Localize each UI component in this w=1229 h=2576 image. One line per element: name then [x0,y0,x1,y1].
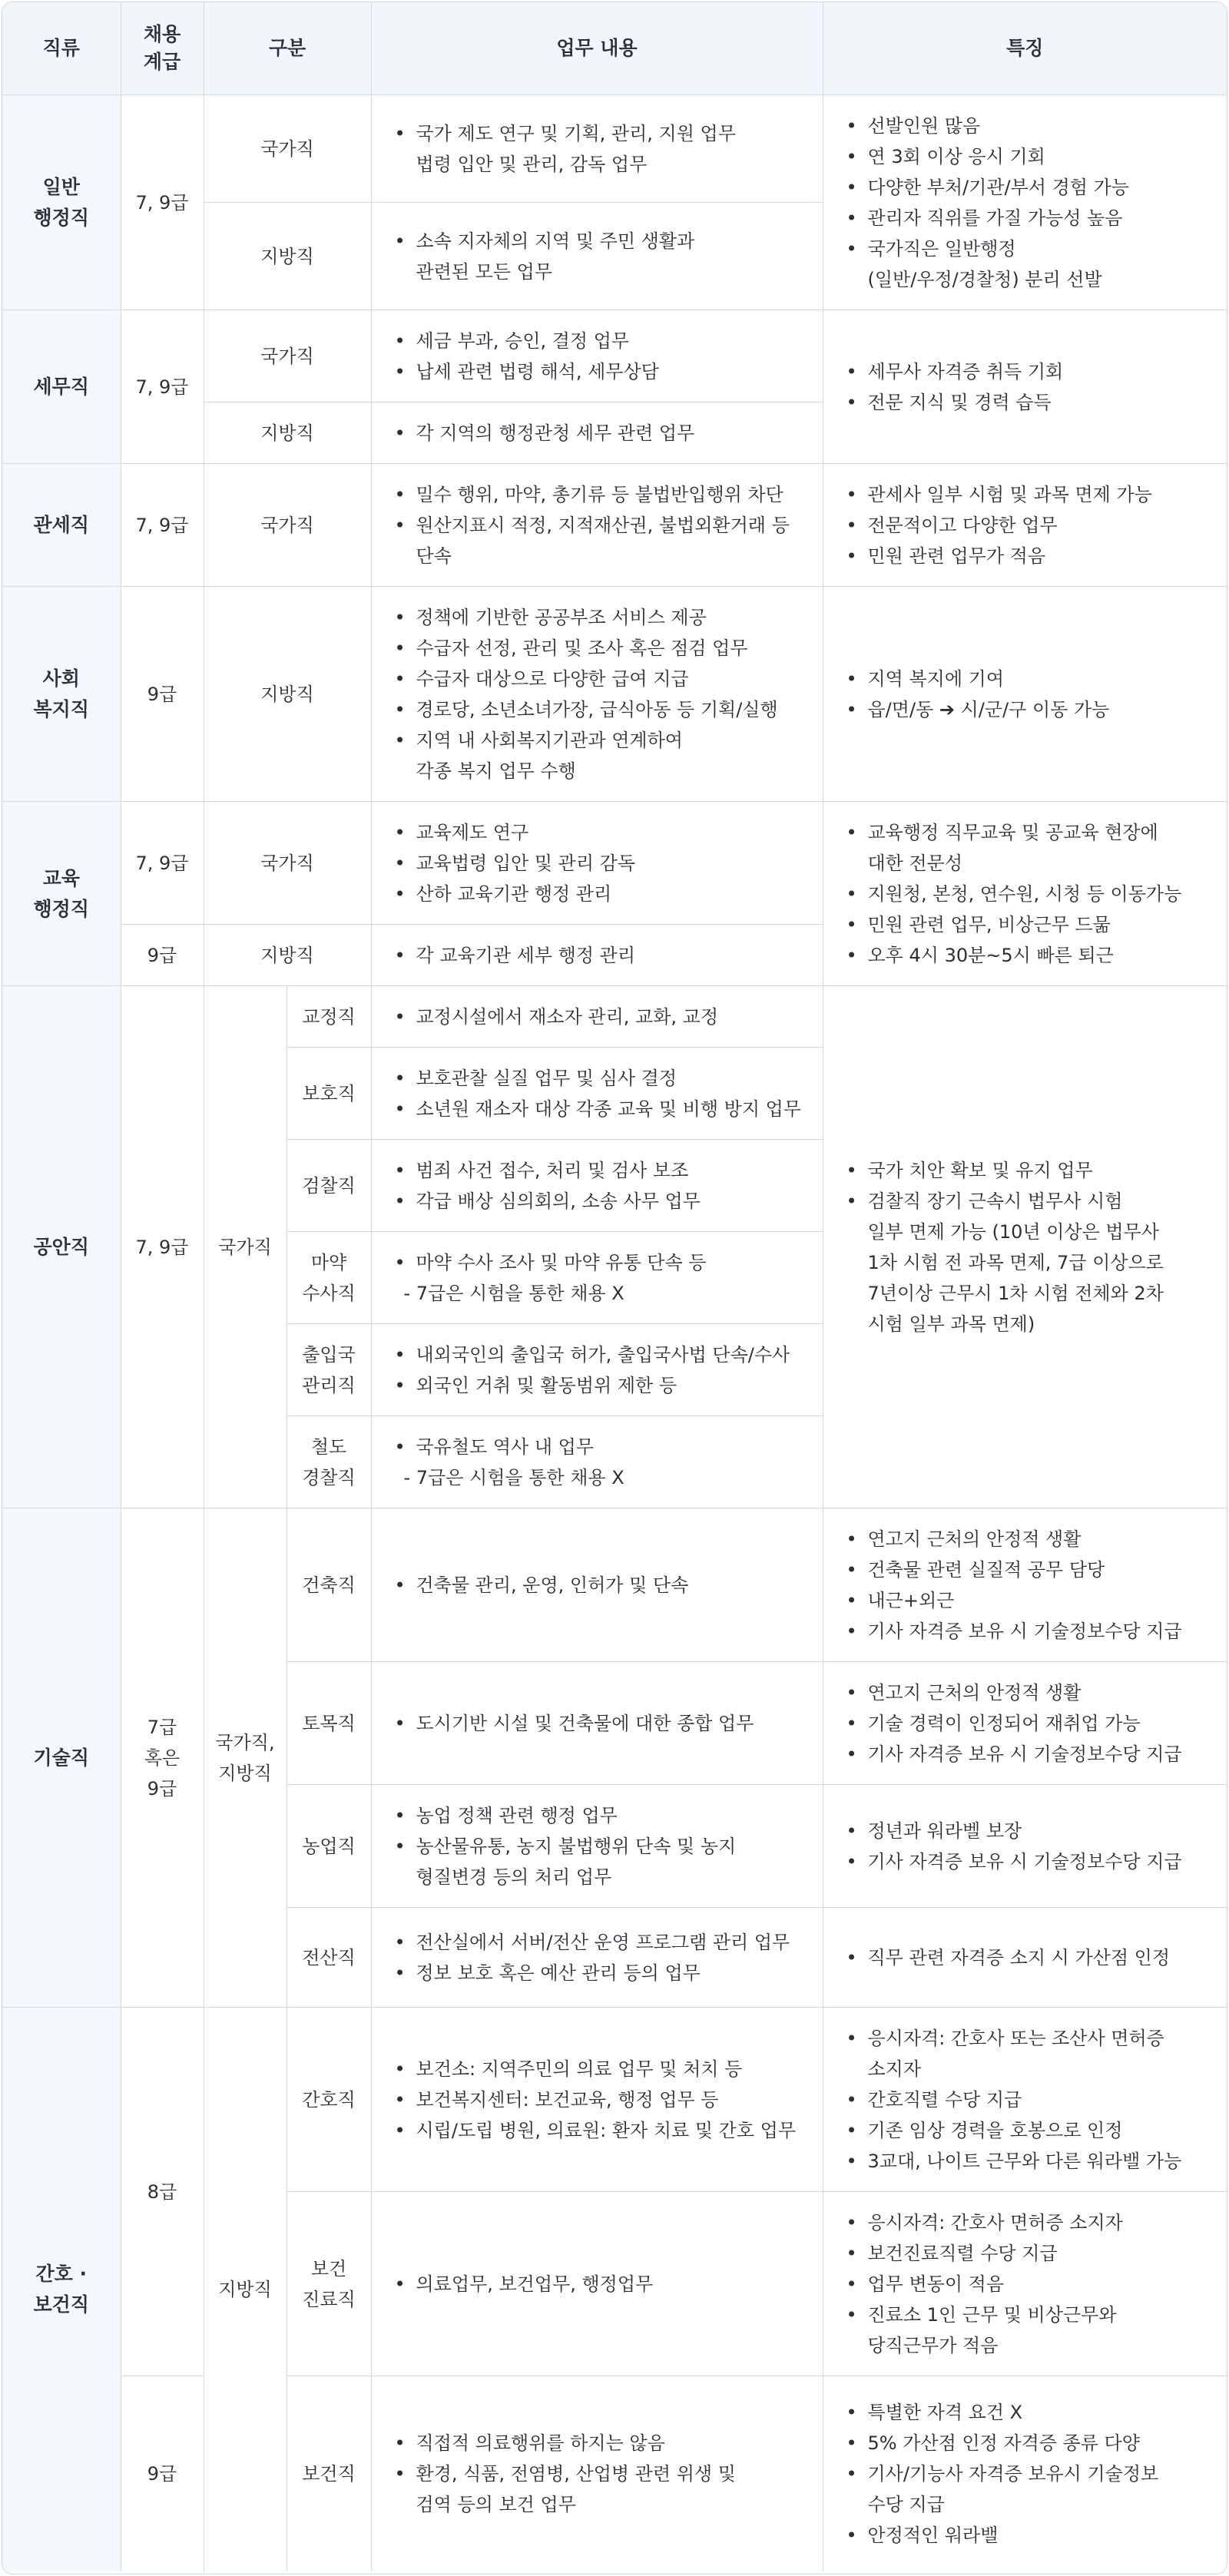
features-cell [823,1908,1227,2008]
subdivision-cell-text: 출입국 관리직 [302,1343,356,1396]
grade-cell [121,2008,204,2376]
list-item: • 각 교육기관 세부 행정 관리 [395,940,823,971]
list-item: • 업무 변동이 적음 [846,2269,1227,2300]
duties-cell [371,1662,823,1785]
features-cell-list [823,479,1227,571]
subdivision-cell-text: 검찰직 [302,1174,356,1197]
division-cell-text: 지방직 [218,2278,272,2300]
duties-cell [371,310,823,402]
civil-service-job-table [2,2,1227,2571]
duties-cell-list [372,1927,823,1988]
list-item: • 보건진료직렬 수당 지급 [846,2238,1227,2269]
subdivision-cell-text: 철도 경찰직 [302,1435,356,1488]
features-cell-list [823,1942,1227,1973]
subdivision-cell [287,1785,371,1908]
division-cell [204,925,371,986]
list-item: • 읍/면/동 ➔ 시/군/구 이동 가능 [846,694,1227,725]
category-tech-text: 기술직 [33,1746,89,1769]
list-item: • 세금 부과, 승인, 결정 업무 [395,326,823,356]
job-table-container [2,2,1227,2574]
list-item: • 교정시설에서 재소자 관리, 교화, 교정 [395,1002,823,1032]
row-health-sub [2,2008,1227,2192]
list-item: • 기사/기능사 자격증 보유시 기술정보 수당 지급 [846,2458,1227,2520]
list-note: - 7급은 시험을 통한 채용 X [403,1466,624,1488]
list-item: • 국가직은 일반행정 (일반/우정/경찰청) 분리 선발 [846,233,1227,295]
category-general [2,95,121,310]
category-education [2,802,121,986]
division-cell-text: 지방직 [260,245,314,267]
list-item: • 교육법령 입안 및 관리 감독 [395,848,823,879]
duties-cell-list [372,1339,823,1401]
list-item: • 보건복지센터: 보건교육, 행정 업무 등 [395,2084,823,2115]
duties-cell-list [372,118,823,180]
features-cell-list [823,2397,1227,2551]
subdivision-cell [287,986,371,1048]
subdivision-cell-text: 건축직 [302,1574,356,1596]
grade-cell [121,986,204,1508]
header-row [2,2,1227,95]
features-cell-list [823,1155,1227,1339]
list-item: • 연 3회 이상 응시 기회 [846,141,1227,172]
list-item: • 국가 제도 연구 및 기획, 관리, 지원 업무 법령 입안 및 관리, 감독 업무 [395,118,823,180]
grade-cell [121,925,204,986]
grade-cell-text: 7급 혹은 9급 [144,1716,181,1800]
features-cell-list [823,2207,1227,2361]
features-cell [823,1662,1227,1785]
list-item: • 직접적 의료행위를 하지는 않음 [395,2428,823,2458]
list-item: • 지원청, 본청, 연수원, 시청 등 이동가능 [846,879,1227,909]
list-item: • 국가 치안 확보 및 유지 업무 [846,1155,1227,1186]
subdivision-cell-text: 농업직 [302,1835,356,1857]
duties-cell [371,1908,823,2008]
list-item: • 전문적이고 다양한 업무 [846,510,1227,541]
features-cell [823,1785,1227,1908]
list-item: • 산하 교육기관 행정 관리 [395,879,823,909]
category-health-text: 간호 · 보건직 [33,2262,89,2316]
duties-cell [371,1232,823,1324]
duties-cell-list [372,2428,823,2520]
list-item: • 안정적인 워라밸 [846,2520,1227,2551]
duties-cell [371,2192,823,2376]
list-item: • 특별한 자격 요건 X [846,2397,1227,2428]
division-cell-text: 국가직 [260,514,314,536]
list-item: • 기사 자격증 보유 시 기술정보수당 지급 [846,1846,1227,1877]
division-cell [204,95,371,203]
features-cell [823,587,1227,802]
list-item: • 기사 자격증 보유 시 기술정보수당 지급 [846,1616,1227,1647]
list-item: • 전산실에서 서버/전산 운영 프로그램 관리 업무 [395,1927,823,1958]
subdivision-cell-text: 보건 진료직 [302,2257,356,2310]
duties-cell-list [372,817,823,909]
list-item: • 선발인원 많음 [846,111,1227,141]
duties-cell [371,2376,823,2571]
list-item: • 정책에 기반한 공공부조 서비스 제공 [395,602,823,633]
subdivision-cell [287,1508,371,1662]
features-cell [823,464,1227,587]
duties-cell-list [372,1155,823,1217]
list-item: • 민원 관련 업무, 비상근무 드묾 [846,909,1227,940]
grade-cell-text: 9급 [147,944,177,966]
subdivision-cell-text: 마약 수사직 [302,1251,356,1304]
duties-cell [371,95,823,203]
duties-cell-list [372,1002,823,1032]
duties-cell [371,1048,823,1140]
duties-cell [371,1416,823,1508]
list-item: • 농업 정책 관련 행정 업무 [395,1800,823,1831]
grade-cell-text: 7, 9급 [135,514,189,536]
list-item: • 건축물 관련 실질적 공무 담당 [846,1555,1227,1585]
features-cell [823,2008,1227,2192]
list-note: - 7급은 시험을 통한 채용 X [403,1282,624,1304]
subdivision-cell [287,1662,371,1785]
list-item: • 정년과 워라벨 보장 [846,1816,1227,1846]
list-item: • 소년원 재소자 대상 각종 교육 및 비행 방지 업무 [395,1094,823,1124]
list-item: • 다양한 부처/기관/부서 경험 가능 [846,172,1227,203]
category-customs [2,464,121,587]
grade-cell-text: 7, 9급 [135,191,189,214]
features-cell [823,95,1227,310]
header-grade: 채용 계급 [121,2,204,95]
grade-cell-text: 7, 9급 [135,1236,189,1258]
duties-cell-list [372,226,823,287]
grade-cell [121,95,204,310]
row-tech-sub [2,1508,1227,1662]
grade-cell [121,587,204,802]
division-cell [204,1508,287,2008]
duties-cell-list [372,418,823,449]
list-item: • 경로당, 소년소녀가장, 급식아동 등 기획/실행 [395,694,823,725]
features-cell-list [823,1677,1227,1770]
list-item: • 지역 내 사회복지기관과 연계하여 각종 복지 업무 수행 [395,725,823,786]
category-health [2,2008,121,2571]
list-item: • 환경, 식품, 전염병, 산업병 관련 위생 및 검역 등의 보건 업무 [395,2458,823,2520]
row-tax-national [2,310,1227,402]
list-item: • 납세 관련 법령 해석, 세무상담 [395,356,823,387]
list-item: • 교육행정 직무교육 및 공교육 현장에 대한 전문성 [846,817,1227,879]
subdivision-cell-text: 토목직 [302,1712,356,1734]
features-cell-list [823,2023,1227,2177]
list-item: • 간호직렬 수당 지급 [846,2084,1227,2115]
features-cell-list [823,817,1227,971]
duties-cell-list [372,1063,823,1124]
grade-cell [121,1508,204,2008]
duties-cell-list [372,1800,823,1892]
features-cell [823,1508,1227,1662]
list-item: • 민원 관련 업무가 적음 [846,541,1227,571]
grade-cell [121,2376,204,2571]
duties-cell [371,587,823,802]
duties-cell [371,802,823,925]
list-item: • 지역 복지에 기여 [846,664,1227,694]
row-health-sub [2,2376,1227,2571]
subdivision-cell-text: 전산직 [302,1946,356,1968]
category-tax-text: 세무직 [33,375,89,398]
duties-cell [371,986,823,1048]
list-item: • 관리자 직위를 가질 가능성 높음 [846,203,1227,233]
features-cell-list [823,111,1227,295]
subdivision-cell [287,2192,371,2376]
subdivision-cell [287,1908,371,2008]
list-item: • 검찰직 장기 근속시 법무사 시험 일부 면제 가능 (10년 이상은 법무사 1차 시험 전 과목 면제, 7급 이상으로 7년이상 근무시 1차 시험 전체와 2차 시험 일부 과목 면제) [846,1186,1227,1339]
subdivision-cell [287,1324,371,1416]
list-item: • 내외국인의 출입국 허가, 출입국사법 단속/수사 [395,1339,823,1370]
grade-cell-text: 9급 [147,683,177,705]
features-cell [823,986,1227,1508]
duties-cell [371,464,823,587]
duties-cell [371,1140,823,1232]
list-item: • 응시자격: 간호사 또는 조산사 면허증 소지자 [846,2023,1227,2084]
features-cell [823,2376,1227,2571]
grade-cell-text: 8급 [147,2180,177,2203]
duties-cell-list [372,2054,823,2146]
header-division: 구분 [204,2,371,95]
duties-cell-list [372,1432,823,1493]
row-general-national [2,95,1227,203]
subdivision-cell [287,2376,371,2571]
list-item: • 기존 임상 경력을 호봉으로 인정 [846,2115,1227,2146]
duties-cell [371,203,823,310]
list-item: • 밀수 행위, 마약, 총기류 등 불법반입행위 차단 [395,479,823,510]
list-item: • 교육제도 연구 [395,817,823,848]
division-cell [204,587,371,802]
list-item: • 각급 배상 심의회의, 소송 사무 업무 [395,1186,823,1217]
division-cell [204,402,371,464]
list-item: • 원산지표시 적정, 지적재산권, 불법외환거래 등 단속 [395,510,823,571]
list-item: • 수급자 선정, 관리 및 조사 혹은 점검 업무 [395,633,823,664]
features-cell-list [823,664,1227,725]
category-education-text: 교육 행정직 [33,866,89,920]
list-item: • 응시자격: 간호사 면허증 소지자 [846,2207,1227,2238]
division-cell [204,802,371,925]
division-cell-text: 국가직 [260,345,314,367]
duties-cell-list [372,479,823,571]
duties-cell [371,402,823,464]
header-duties: 업무 내용 [371,2,823,95]
subdivision-cell [287,1048,371,1140]
list-item: • 진료소 1인 근무 및 비상근무와 당직근무가 적음 [846,2300,1227,2361]
list-item: • 외국인 거취 및 활동범위 제한 등 [395,1370,823,1401]
header-features: 특징 [823,2,1227,95]
division-cell-text: 국가직 [260,137,314,160]
grade-cell-text: 7, 9급 [135,376,189,398]
grade-cell-text: 9급 [147,2462,177,2485]
division-cell-text: 지방직 [260,422,314,444]
category-welfare-text: 사회 복지직 [33,667,89,720]
subdivision-cell-text: 보건직 [302,2462,356,2485]
row-welfare [2,587,1227,802]
header-job-type: 직류 [2,2,121,95]
list-item: • 기술 경력이 인정되어 재취업 가능 [846,1708,1227,1739]
list-item: • 건축물 관리, 운영, 인허가 및 단속 [395,1570,823,1601]
row-customs [2,464,1227,587]
list-item: • 범죄 사건 접수, 처리 및 검사 보조 [395,1155,823,1186]
list-item: • 의료업무, 보건업무, 행정업무 [395,2269,823,2300]
category-tech [2,1508,121,2008]
features-cell [823,802,1227,986]
list-item: • 세무사 자격증 취득 기회 [846,356,1227,387]
subdivision-cell [287,1416,371,1508]
list-item: • 연고지 근처의 안정적 생활 [846,1524,1227,1555]
subdivision-cell [287,2008,371,2192]
duties-cell [371,1508,823,1662]
features-cell-list [823,1816,1227,1877]
duties-cell [371,925,823,986]
division-cell [204,986,287,1508]
category-customs-text: 관세직 [33,513,89,536]
list-item: • 도시기반 시설 및 건축물에 대한 종합 업무 [395,1708,823,1739]
list-item: • 시립/도립 병원, 의료원: 환자 치료 및 간호 업무 [395,2115,823,2146]
duties-cell-list [372,940,823,971]
division-cell [204,310,371,402]
features-cell [823,2192,1227,2376]
division-cell-text: 지방직 [260,944,314,966]
features-cell-list [823,1524,1227,1647]
duties-cell [371,2008,823,2192]
category-general-text: 일반 행정직 [33,175,89,229]
grade-cell-text: 7, 9급 [135,852,189,874]
subdivision-cell-text: 보호직 [302,1082,356,1104]
row-security-sub [2,986,1227,1048]
list-item: • 농산물유통, 농지 불법행위 단속 및 농지 형질변경 등의 처리 업무 [395,1831,823,1892]
list-item: • 3교대, 나이트 근무와 다른 워라밸 가능 [846,2146,1227,2177]
duties-cell-list [372,326,823,387]
duties-cell-list [372,2269,823,2300]
list-item: • 관세사 일부 시험 및 과목 면제 가능 [846,479,1227,510]
subdivision-cell [287,1232,371,1324]
division-cell [204,203,371,310]
division-cell [204,2008,287,2571]
list-item: • 마약 수사 조사 및 마약 유통 단속 등 [395,1247,823,1278]
duties-cell-list [372,1570,823,1601]
list-item: • 5% 가산점 인정 자격증 종류 다양 [846,2428,1227,2458]
division-cell-text: 국가직 [218,1236,272,1258]
features-cell [823,310,1227,464]
list-item: • 기사 자격증 보유 시 기술정보수당 지급 [846,1739,1227,1770]
duties-cell-list [372,1708,823,1739]
subdivision-cell-text: 간호직 [302,2088,356,2111]
list-item: • 내근+외근 [846,1585,1227,1616]
division-cell-text: 국가직 [260,852,314,874]
grade-cell [121,802,204,925]
category-security [2,986,121,1508]
subdivision-cell [287,1140,371,1232]
list-item: • 보건소: 지역주민의 의료 업무 및 처치 등 [395,2054,823,2084]
list-item: • 오후 4시 30분~5시 빠른 퇴근 [846,940,1227,971]
list-item: • 직무 관련 자격증 소지 시 가산점 인정 [846,1942,1227,1973]
division-cell [204,464,371,587]
division-cell-text: 지방직 [260,683,314,705]
duties-cell-list [372,1247,823,1309]
list-item: • 수급자 대상으로 다양한 급여 지급 [395,664,823,694]
list-item: • 전문 지식 및 경력 습득 [846,387,1227,418]
list-item: • 소속 지자체의 지역 및 주민 생활과 관련된 모든 업무 [395,226,823,287]
list-item: • 보호관찰 실질 업무 및 심사 결정 [395,1063,823,1094]
grade-cell [121,464,204,587]
category-security-text: 공안직 [33,1235,89,1258]
grade-cell [121,310,204,464]
division-cell-text: 국가직, 지방직 [215,1731,275,1784]
duties-cell [371,1324,823,1416]
category-welfare [2,587,121,802]
category-tax [2,310,121,464]
duties-cell [371,1785,823,1908]
duties-cell-list [372,602,823,786]
list-item: • 연고지 근처의 안정적 생활 [846,1677,1227,1708]
list-item: • 국유철도 역사 내 업무 [395,1432,823,1462]
subdivision-cell-text: 교정직 [302,1005,356,1028]
features-cell-list [823,356,1227,418]
row-education-national [2,802,1227,925]
list-item: • 정보 보호 혹은 예산 관리 등의 업무 [395,1958,823,1988]
list-item: • 각 지역의 행정관청 세무 관련 업무 [395,418,823,449]
